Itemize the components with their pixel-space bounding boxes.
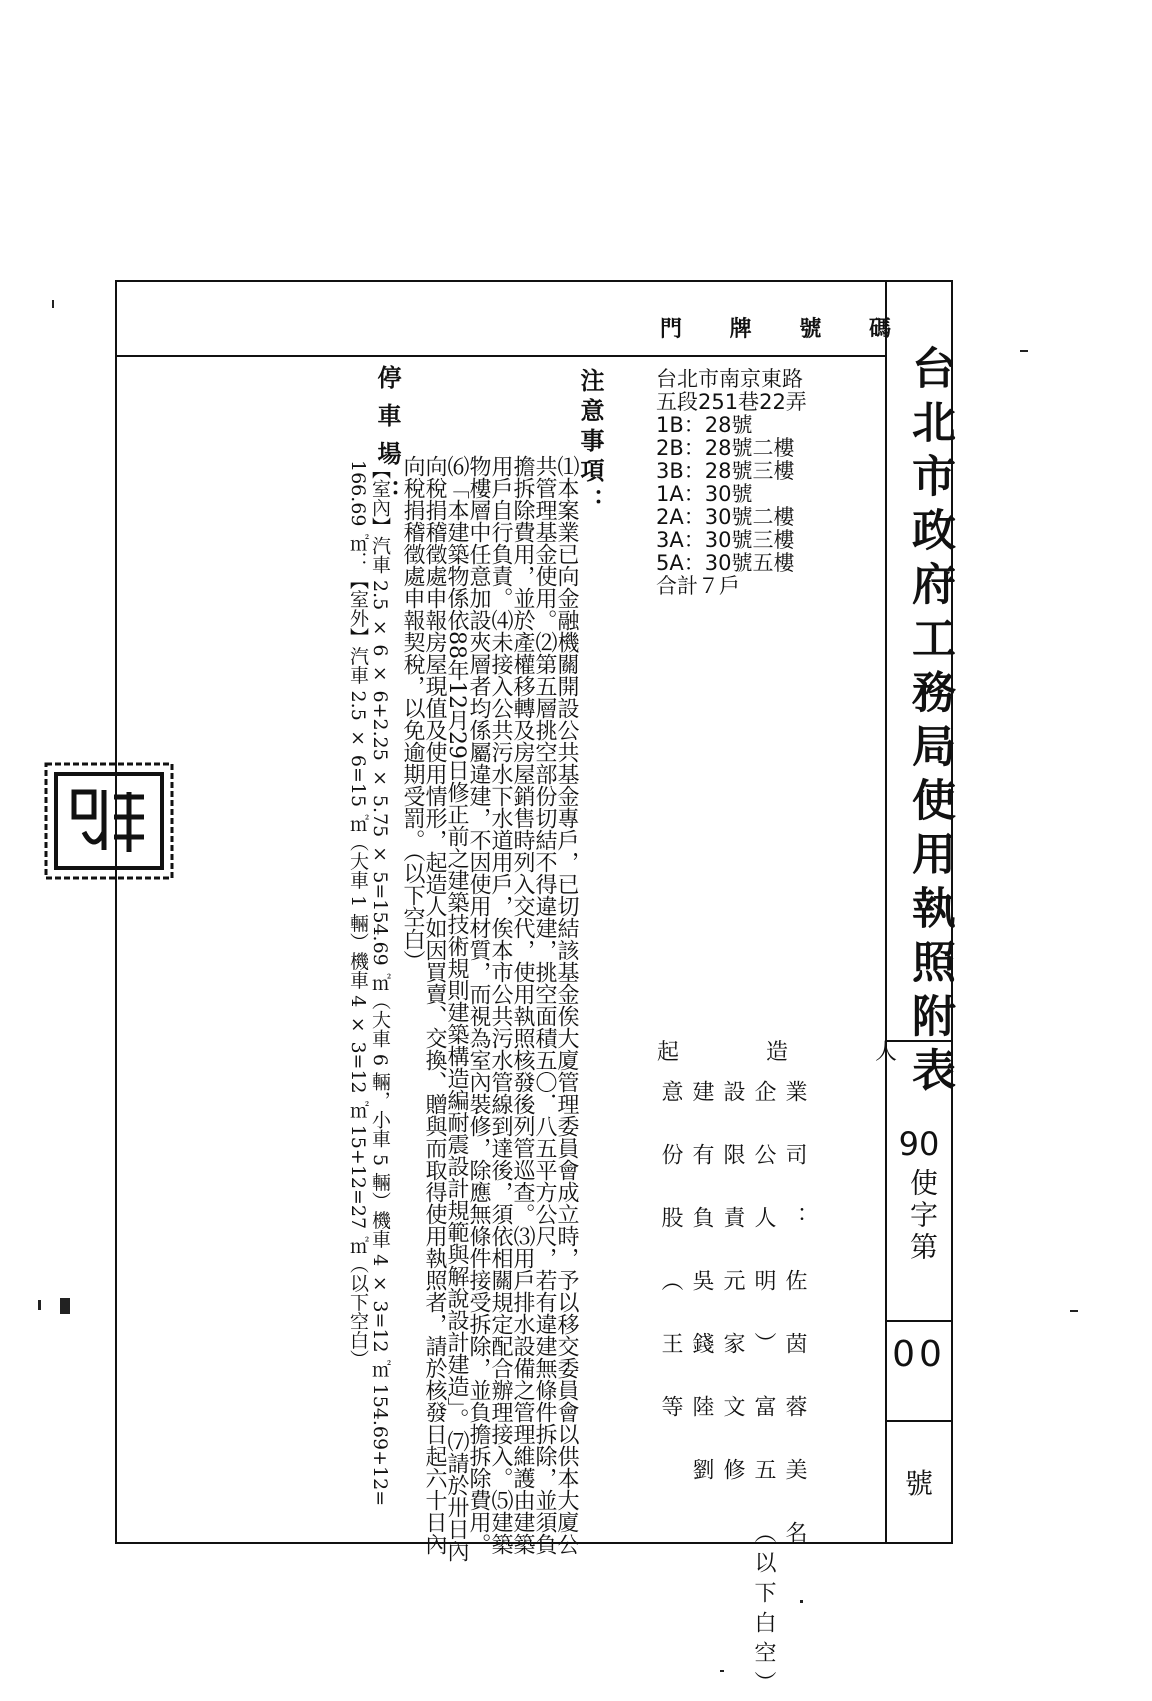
doorplate-line: 1A：30號 (656, 482, 753, 506)
doorplate-line: 1B：28號 (656, 413, 753, 437)
doorplate-header: 門 牌 號 碼 (660, 316, 911, 342)
scan-mark (1070, 1310, 1078, 1312)
note-column: 向稅捐稽徵處申報契稅，以免逾期受罰。（以下空白） (400, 455, 425, 972)
scan-mark (60, 1298, 70, 1314)
builder-column: 設 限 責 元 家 文 修 (720, 1080, 745, 1488)
builder-label: 起 造 人 (657, 1040, 937, 1065)
doorplate-line: 2B：28號二樓 (656, 436, 795, 460)
builder-column: 意 份 股 （ 王 等 (658, 1080, 683, 1425)
doorplate-line: 5A：30號五樓 (656, 551, 795, 575)
page-title: 台北市政府工務局使用執照附表 (904, 345, 955, 1101)
permit-type: 使字第 (906, 1168, 939, 1264)
note-column: ⑴本案業已向金融機關開設公共基金專戶，已切結該基金俟大廈管理委員會成立時，予以移交委員會以供本大廈公 (554, 455, 579, 1555)
note-column: 共管理基金使用。⑵第五層挑空部份切結不得違建，挑空面積五〇．八五平方公尺，若有違建無條件拆除，並須負 (532, 455, 557, 1555)
permit-year: 90 (898, 1125, 940, 1163)
permit-suffix: 號 (904, 1467, 933, 1500)
note-column: 向稅捐稽徵處申報房屋現值及使用情形，起造人如因買賣、交換、贈與而取得使用執照者，請於核發日起六十日內 (422, 455, 447, 1555)
note-column: 用戶自行負責。⑷未接入公共污水下水道用戶，俟本市公共污水管線到達後，須依相關規定配合辦理接入。⑸建築 (488, 455, 513, 1555)
scan-mark (720, 1670, 724, 1672)
doorplate-line: 3A：30號三樓 (656, 528, 795, 552)
divider (887, 1320, 951, 1322)
header-divider (117, 355, 885, 357)
scan-mark (38, 1300, 41, 1310)
doorplate-line: 台北市南京東路 (656, 367, 803, 391)
note-column: 擔拆除費用，並於產權移轉及房屋銷售時列入交代，使用執照核發後列管巡查。⑶用戶排水設備之管理維護由建築 (510, 455, 535, 1555)
note-column: 物樓層中任意加設夾層者均係屬違建，不因使用材質，而視為室內裝修，除應無條件接受拆除，並負擔拆除費用。 (466, 455, 491, 1555)
note-column: ⑹「本建築物係依88年12月29日修正前之建築技術規則建築構造編耐震設計規範與解說設計建造」。⑺請於卅日內 (444, 455, 469, 1562)
permit-number: 00 (892, 1333, 946, 1375)
doorplate-list (656, 368, 807, 598)
parking-column: 166.69 ㎡：【室外】汽車 2.5 × 6=15 ㎡（大車 1 輛）機車 4 × 3=12 ㎡ 15+12=27 ㎡（以下空白） (347, 460, 369, 1369)
doorplate-line: 2A：30號二樓 (656, 505, 795, 529)
scan-mark (800, 1600, 803, 1603)
scan-mark (52, 300, 54, 308)
builder-column: 業 司 ： 佐 茵 蓉 美 名 (782, 1080, 807, 1551)
notes-label: 注意事項： (576, 368, 605, 518)
doorplate-line: 合計７戶 (656, 574, 740, 598)
scan-mark (1020, 350, 1028, 352)
builder-column: 企 公 人 明 ） 富 五 （以下白空） (751, 1080, 776, 1701)
seal-stamp-icon (44, 762, 174, 880)
doorplate-line: 3B：28號三樓 (656, 459, 795, 483)
parking-label: 停車場： (373, 365, 402, 517)
divider (887, 1420, 951, 1422)
builder-column: 建 有 負 吳 錢 陸 劉 (689, 1080, 714, 1488)
doorplate-line: 五段251巷22弄 (656, 390, 807, 414)
parking-column: 【室內】汽車 2.5 × 6 × 6+2.25 × 5.75 × 5=154.69 ㎡（大車 6 輛，小車 5 輛）機車 4 × 3=12 ㎡ 154.69+12= (369, 460, 391, 1507)
